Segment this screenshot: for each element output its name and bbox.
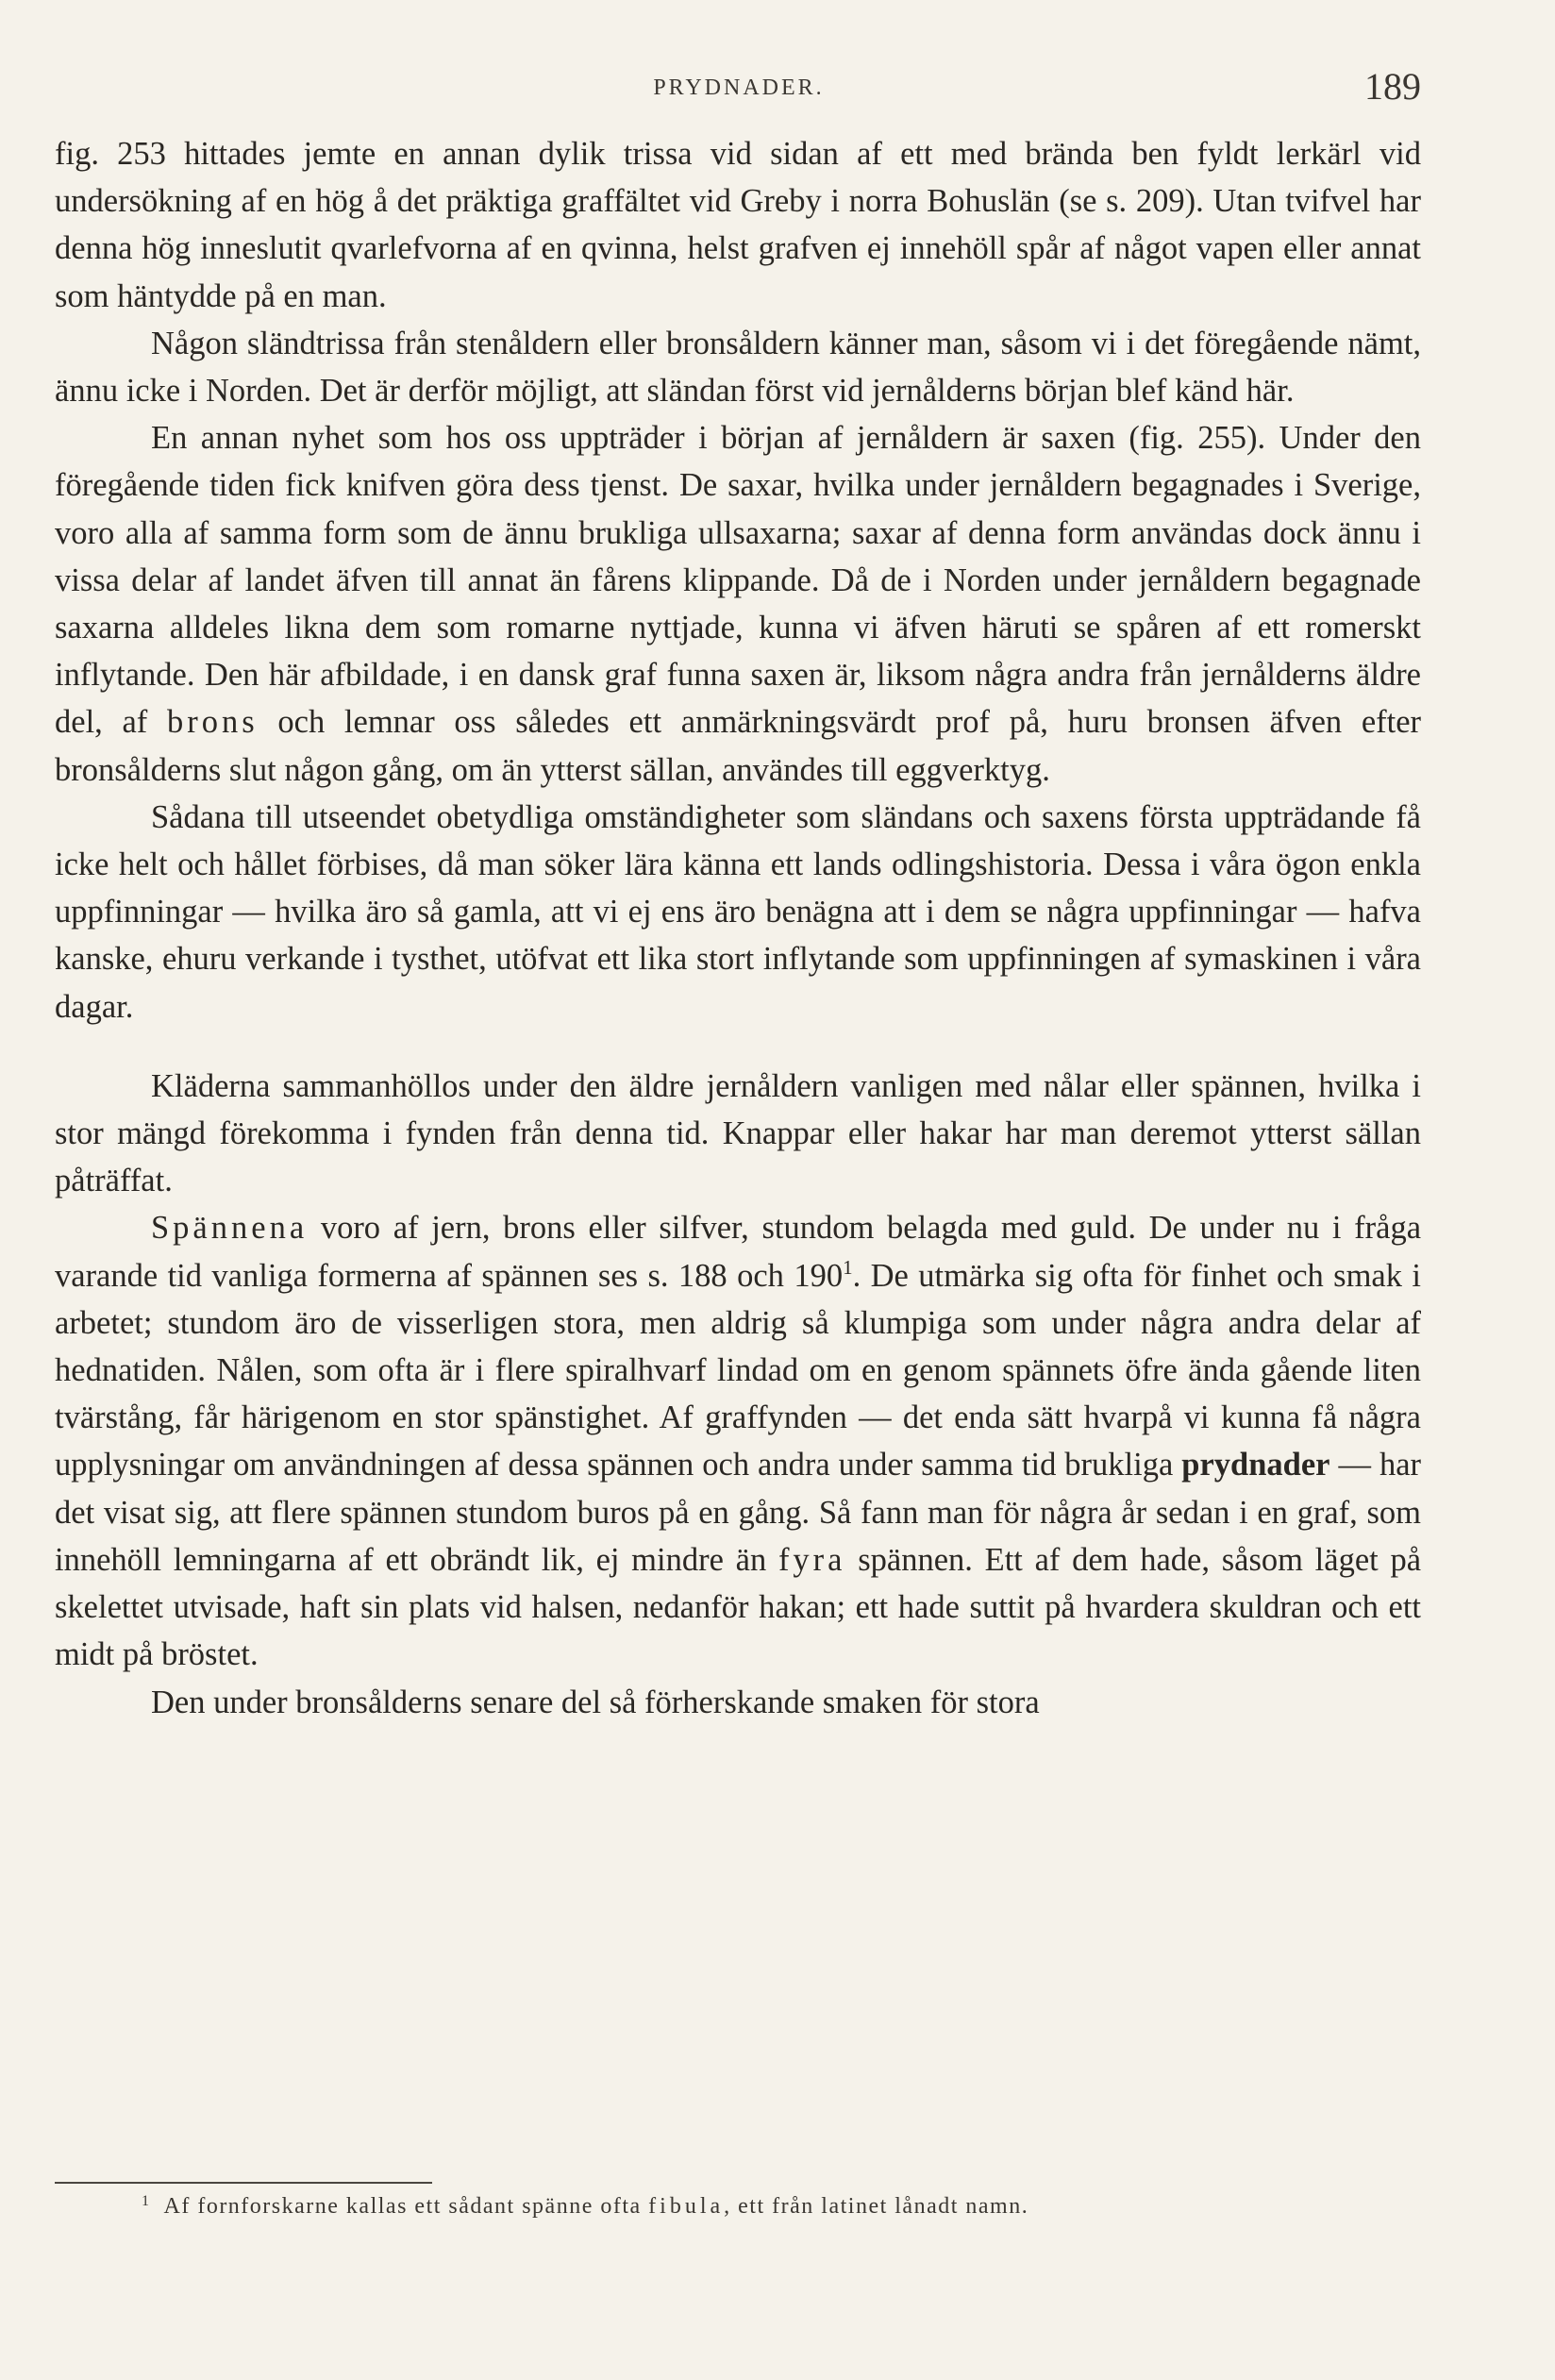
footnote-marker: 1	[142, 2193, 151, 2209]
page-number: 189	[1364, 65, 1421, 108]
paragraph	[55, 1063, 1421, 1205]
bold-keyword: prydnader	[1181, 1447, 1330, 1483]
body-text	[55, 130, 1421, 1726]
paragraph-text: Den under bronsålderns senare del så förherskande smaken för stora	[151, 1684, 1040, 1720]
footnote-text: Af fornforskarne kallas ett sådant spänne ofta	[163, 2194, 642, 2219]
paragraph	[55, 320, 1421, 414]
footnote-divider	[55, 2182, 432, 2184]
paragraph-text: En annan nyhet som hos oss uppträder i början af jernåldern är saxen (fig. 255). Under den föregående tiden fick knifven göra dess tjenst. De saxar, hvilka under jernåldern begagnades i Sverige, voro alla af samma form som de ännu brukliga ullsaxarna; saxar af denna form användas dock ännu i vissa delar af landet äfven till annat än fårens klippande. Då de i Norden under jernåldern begagnade saxarna alldeles likna dem som romarne nyttjade, kunna vi äfven häruti se spåren af ett romerskt inflytande. Den här afbildade, i en dansk graf funna saxen är, liksom några andra från jernålderns äldre del, af	[55, 420, 1421, 741]
spaced-emphasis: fyra	[778, 1541, 846, 1578]
paragraph-text: . De utmärka sig ofta för finhet och smak i arbetet; stundom äro de visserligen stora, men aldrig så klumpiga som under några andra delar af hednatiden. Nålen, som ofta är i flere spiralhvarf lindad om en genom spännets öfre ända gående liten tvärstång, får härigenom en stor spänstighet. Af graffynden — det enda sätt hvarpå vi kunna få några upplysningar om användningen af dessa spännen och andra under samma tid brukliga	[55, 1257, 1421, 1483]
paragraph	[55, 1679, 1421, 1726]
paragraph-text: voro af jern, brons eller silfver, stundom belagda med guld. De under nu i fråga varande tid vanliga formerna af spännen ses s. 188 och 190	[55, 1210, 1422, 1294]
page-header	[57, 64, 1421, 111]
paragraph-text: spännen. Ett af dem hade, såsom läget på skelettet utvisade, haft sin plats vid halsen, nedanför hakan; ett hade suttit på hvardera skuldran och ett midt på bröstet.	[55, 1541, 1422, 1673]
spaced-emphasis: brons	[167, 704, 259, 741]
footnote	[142, 2193, 1368, 2220]
paragraph	[55, 1204, 1421, 1678]
running-head: PRYDNADER.	[653, 75, 825, 100]
spaced-emphasis: Spännena	[151, 1210, 309, 1247]
paragraph-text: Någon sländtrissa från stenåldern eller bronsåldern känner man, såsom vi i det föregående nämt, ännu icke i Norden. Det är derför möjligt, att sländan först vid jernålderns början blef känd här.	[55, 325, 1421, 410]
paragraph-text: Sådana till utseendet obetydliga omständigheter som sländans och saxens första uppträdande få icke helt och hållet förbises, då man söker lära känna ett lands odlingshistoria. Dessa i våra ögon enkla uppfinningar — hvilka äro så gamla, att vi ej ens äro benägna att i dem se några uppfinningar — hafva kanske, ehuru verkande i tysthet, utöfvat ett lika stort inflytande som uppfinningen af symaskinen i våra dagar.	[55, 798, 1421, 1025]
paragraph	[55, 414, 1421, 794]
paragraph-text: — har det visat sig, att flere spännen stundom buros på en gång. Så fann man för några år sedan i en graf, som innehöll lemningarna af ett obrändt lik, ej mindre än	[55, 1447, 1422, 1578]
paragraph	[55, 794, 1421, 1031]
footnote-marker: 1	[843, 1255, 853, 1279]
paragraph-text: fig. 253 hittades jemte en annan dylik trissa vid sidan af ett med brända ben fyldt lerkärl vid undersökning af en hög å det präktiga graffältet vid Greby i norra Bohuslän (se s. 209). Utan tvifvel har denna hög inneslutit qvarlefvorna af en qvinna, helst grafven ej innehöll spår af något vapen eller annat som häntydde på en man.	[55, 136, 1421, 314]
paragraph-text: och lemnar oss således ett anmärkningsvärdt prof på, huru bronsen äfven efter bronsålderns slut någon gång, om än ytterst sällan, användes till eggverktyg.	[55, 704, 1422, 788]
paragraph	[55, 130, 1421, 320]
footnote-text: , ett från latinet lånadt namn.	[724, 2194, 1029, 2219]
spaced-emphasis: fibula	[648, 2194, 725, 2219]
paragraph-text: Kläderna sammanhöllos under den äldre jernåldern vanligen med nålar eller spännen, hvilka i stor mängd förekomma i fynden från denna tid. Knappar eller hakar har man deremot ytterst sällan påträffat.	[55, 1067, 1421, 1199]
